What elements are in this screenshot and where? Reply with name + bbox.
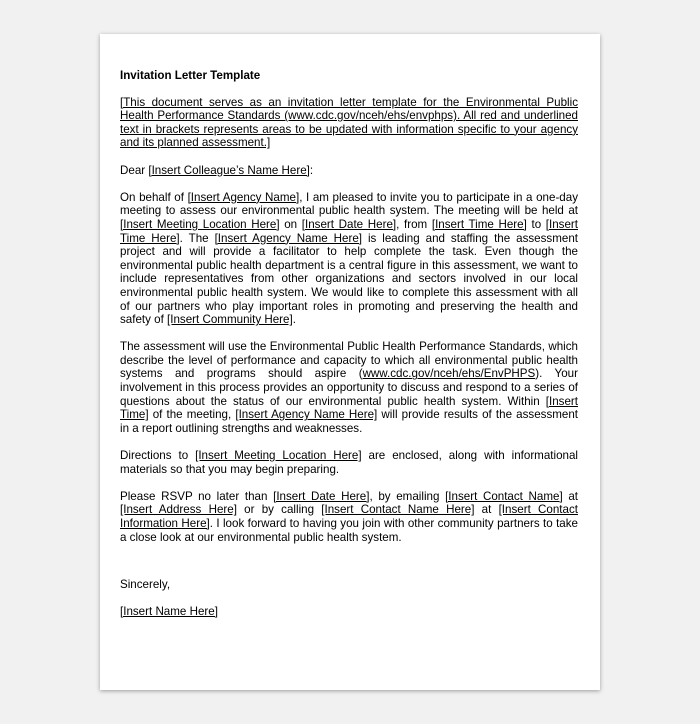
letter-body <box>120 69 578 632</box>
placeholder-name: [Insert Name Here] <box>120 604 218 618</box>
placeholder-address: [Insert Address Here] <box>120 503 237 517</box>
salutation <box>120 164 578 178</box>
salutation-text: Dear <box>120 163 149 177</box>
placeholder-contact-name-here: [Insert Contact Name Here] <box>321 503 475 517</box>
closing: Sincerely, <box>120 577 171 591</box>
document-title: Invitation Letter Template <box>120 69 261 82</box>
cdc-link[interactable]: www.cdc.gov/nceh/ehs/EnvPHPS <box>362 367 536 381</box>
spacer <box>120 558 578 578</box>
paragraph-invitation: On behalf of [Insert Agency Name], I am pleased to invite you to participate in a one-day meeting to assess our environmental public health system. The meeting will be held at [Insert Meeting Location Here] on [Insert Date Here], from [Insert Time Here] to [Insert Time Here]. The [Insert Agency Name Here] is leading and staffing the assessment project and will provide a facilitator to help complete the task. Even though the environmental public health department is a central figure in this assessment, we want to include representatives from other organizations and sectors involved in our local environmental public health system. We would like to complete this assessment with all of our partners who play important roles in promoting and preserving the health and safety of [Insert Community Here]. <box>120 190 579 327</box>
signature-placeholder <box>120 605 578 619</box>
placeholder-time: [Insert Time] <box>120 394 578 422</box>
intro-note: [This document serves as an invitation letter template for the Environmental Public Health Performance Standards (www.cdc.gov/nceh/ehs/envphps). All red and underlined text in brackets represents areas to be updated with information specific to your agency and its planned assessment.] <box>120 95 578 150</box>
placeholder-community: [Insert Community Here] <box>167 313 293 327</box>
placeholder-colleague-name: [Insert Colleague’s Name Here] <box>148 163 310 177</box>
placeholder-meeting-location: [Insert Meeting Location Here] <box>120 217 280 231</box>
paragraph-rsvp: Please RSVP no later than [Insert Date Here], by emailing [Insert Contact Name] at [Insert Address Here] or by calling [Insert Contact Name Here] at [Insert Contact Information Here]. I look forward to having you join with other community partners to take a close look at our environmental public health system. <box>120 489 579 544</box>
paragraph-assessment: The assessment will use the Environmental Public Health Performance Standards, which describe the level of performance and capacity to which all environmental public health systems and programs should aspire (www.cdc.gov/nceh/ehs/EnvPHPS). Your involvement in this process provides an opportunity to discuss and respond to a series of questions about the status of our environmental public health system. Within [Insert Time] of the meeting, [Insert Agency Name Here] will provide results of the assessment in a report outlining strengths and weaknesses. <box>120 340 579 435</box>
placeholder-contact-information: [Insert Contact Information Here] <box>120 503 578 530</box>
placeholder-meeting-location-directions: [Insert Meeting Location Here] <box>195 449 362 463</box>
placeholder-start-time: [Insert Time Here] <box>431 217 527 231</box>
paragraph-directions: Directions to [Insert Meeting Location Here] are enclosed, along with informational materials so that you may begin preparing. <box>120 449 579 476</box>
placeholder-agency-name-here: [Insert Agency Name Here] <box>214 231 362 245</box>
placeholder-rsvp-date: [Insert Date Here] <box>273 489 370 503</box>
placeholder-contact-name: [Insert Contact Name] <box>445 489 563 503</box>
placeholder-end-time: [Insert Time Here] <box>120 217 579 245</box>
salutation-colon: : <box>309 163 314 177</box>
placeholder-agency-name-results: [Insert Agency Name Here] <box>235 408 378 422</box>
placeholder-date: [Insert Date Here] <box>301 217 397 231</box>
placeholder-agency-name: [Insert Agency Name] <box>187 190 300 204</box>
document-page <box>100 34 600 690</box>
